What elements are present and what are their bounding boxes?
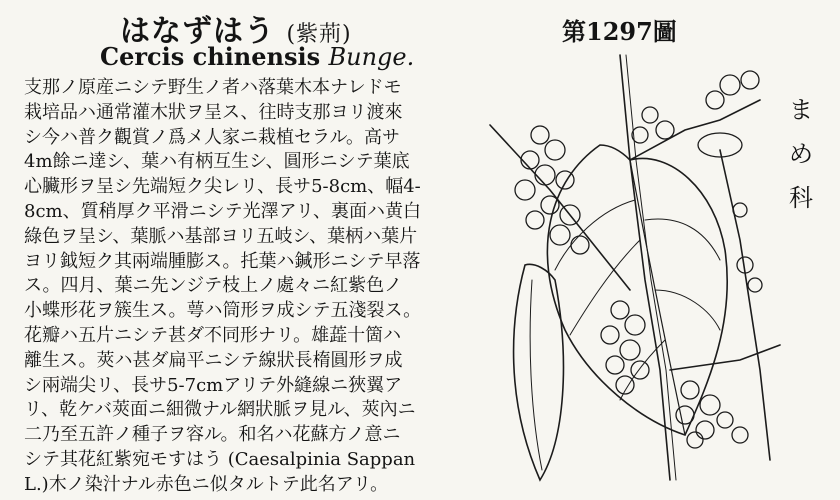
upper-branch xyxy=(630,100,760,160)
leaf-vein xyxy=(645,219,720,260)
author-name: Bunge. xyxy=(328,43,415,71)
heart-shaped-leaf xyxy=(547,145,727,435)
figure-number: 第1297圖 xyxy=(562,17,677,46)
family-char: ま xyxy=(789,96,813,124)
japanese-name: はなずはう xyxy=(120,14,275,49)
pod-suture xyxy=(530,280,542,470)
leaf-vein xyxy=(655,290,720,330)
flower-cluster-middle xyxy=(601,301,649,394)
flower-cluster-left xyxy=(515,126,589,254)
description-line: L.)木ノ染汁ナル赤色ニ似タルトテ此名アリ。 xyxy=(24,473,389,495)
description-line: 花瓣ハ五片ニシテ甚ダ不同形ナリ。雄蕋十箇ハ xyxy=(24,324,402,346)
scientific-name xyxy=(100,42,414,71)
description-line: シ今ハ普ク觀賞ノ爲メ人家ニ栽植セラル。高サ xyxy=(24,126,401,148)
lower-branch xyxy=(670,345,780,370)
description-line: 綠色ヲ呈シ、葉脈ハ基部ヨリ五岐シ、葉柄ハ葉片 xyxy=(24,225,418,247)
description-line: シ兩端尖リ、長サ5-7cmアリテ外縫線ニ狹翼ア xyxy=(24,374,403,396)
botanical-illustration xyxy=(470,40,830,495)
description-line: 二乃至五許ノ種子ヲ容ル。和名ハ花蘇方ノ意ニ xyxy=(24,424,401,446)
leaf-vein xyxy=(620,340,665,400)
description-line: リ、乾ケバ莢面ニ細微ナル網狀脈ヲ見ル、莢內ニ xyxy=(24,399,416,421)
leaf-midrib xyxy=(630,160,685,435)
description-line: ス。四月、葉ニ先ンジテ枝上ノ處々ニ紅紫色ノ xyxy=(24,275,403,297)
description-line: シテ其花紅紫宛モすはう (Caesalpinia Sappan xyxy=(24,448,416,470)
description-line: 心臟形ヲ呈シ先端短ク尖レリ、長サ5-8cm、幅4- xyxy=(24,176,421,198)
description-line: 支那ノ原産ニシテ野生ノ者ハ落葉木本ナレドモ xyxy=(24,77,402,98)
description-line: 小蝶形花ヲ簇生ス。萼ハ筒形ヲ成シテ五淺裂ス。 xyxy=(24,300,422,322)
description-text xyxy=(24,76,464,498)
left-twig xyxy=(490,125,630,290)
description-line: 8cm、質稍厚ク平滑ニシテ光澤アリ、裏面ハ黄白 xyxy=(24,200,421,222)
family-char: め xyxy=(789,140,813,168)
description-line: 栽培品ハ通常灌木狀ヲ呈ス、往時支那ヨリ渡來 xyxy=(24,101,403,123)
flower-cluster-top xyxy=(632,71,759,157)
description-line: 4m餘ニ達シ、葉ハ有柄互生シ、圓形ニシテ葉底 xyxy=(24,151,410,173)
family-char: 科 xyxy=(789,184,813,212)
binomial-name: Cercis chinensis xyxy=(100,42,321,71)
right-branch xyxy=(720,150,770,460)
flower-cluster-right xyxy=(676,203,762,448)
kanji-name: (紫荊) xyxy=(286,22,352,47)
description-line: 離生ス。莢ハ甚ダ扁平ニシテ線狀長楕圓形ヲ成 xyxy=(24,349,403,371)
description-line: ヨリ鉞短ク其兩端腫膨ス。托葉ハ鍼形ニシテ早落 xyxy=(24,250,421,272)
